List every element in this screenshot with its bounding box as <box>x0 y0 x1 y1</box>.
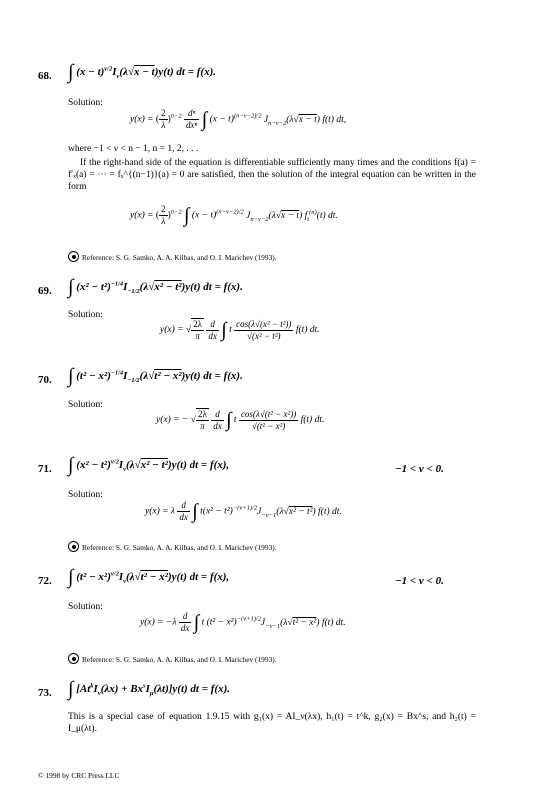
condition-72: −1 < ν < 0. <box>395 575 444 587</box>
entry-number-69: 69. <box>38 285 52 297</box>
entry-number-71: 71. <box>38 463 52 475</box>
solution-label-69: Solution: <box>68 310 103 320</box>
solution-71: y(x) = λ $\frac{d}{dx}$ ∫ $t(x^2 - t^2)^{-(\nu+1)/2}J_{-\nu-1}(\lambda√x^2 - t^2)$ f(t) dt. <box>145 500 342 523</box>
reference-71-text: Reference: S. G. Samko, A. A. Kilbas, and O. I. Marichev (1993). <box>82 543 277 552</box>
solution-label-71: Solution: <box>68 490 103 500</box>
solution-68: y(x) = ( $\frac{2}{\lambda}$ )$^{n-2}$ $\frac{\text{dⁿ}}{\text{dxⁿ}}$ ∫ $(x - t)^{(n-\nu-2)/2}$ $J_{n-\nu-2}(\lambda√x - t)$ f(t) dt, <box>130 108 347 131</box>
reference-bullet-icon <box>68 653 79 664</box>
entry-number-68: 68. <box>38 70 52 82</box>
condition-71: −1 < ν < 0. <box>395 463 444 475</box>
solution-72: y(x) = −λ $\frac{d}{dx}$ ∫ t $(t^2 - x^2)^{-(\nu+1)/2}J_{-\nu-1}(\lambda√t^2 - x^2)$ f(t) dt. <box>140 611 346 634</box>
solution-label-70: Solution: <box>68 400 103 410</box>
reference-68-text: Reference: S. G. Samko, A. A. Kilbas, and O. I. Marichev (1993). <box>82 253 277 262</box>
solution-label-72: Solution: <box>68 602 103 612</box>
solution-69: y(x) = √ $\frac{2\lambda}{\pi}$ $\frac{d}{dx}$ ∫ t $\frac{\text{cos(λ√(x² − t²))}}{\text{√(x² − t²)}}$ f(t) dt. <box>160 318 320 341</box>
integral-sign: ∫ <box>68 61 74 83</box>
solution-label-68: Solution: <box>68 98 103 108</box>
entry-number-70: 70. <box>38 374 52 386</box>
entry-number-72: 72. <box>38 575 52 587</box>
solution2-68: y(x) = ( $\frac{2}{\lambda}$ )$^{n-2}$ ∫ $(x - t)^{(n-\nu-2)/2}$ $J_{n-\nu-2}(\lambda√x - t)$ $f_t^{(n)}(t)$ dt. <box>130 204 338 227</box>
equation-69: ∫ $(x^2 - t^2)^{-1/4}I_{-1/2}(\lambda√x^2 - t^2)y(t)$ dt = f(x). <box>68 276 243 298</box>
reference-68 <box>68 251 277 262</box>
copyright-footer: © 1998 by CRC Press LLC <box>38 771 120 780</box>
reference-72 <box>68 653 277 664</box>
paragraph-73: This is a special case of equation 1.9.15 with g₁(x) = AI_ν(λx), h₁(t) = t^k, g₂(x) = Bx^s, and h₂(t) = I_μ(λt). <box>68 712 476 734</box>
entry-number-73: 73. <box>38 687 52 699</box>
reference-bullet-icon <box>68 251 79 262</box>
reference-bullet-icon <box>68 541 79 552</box>
equation-68: ∫ $(x - t)^{\nu/2}I_\nu(\lambda√x - t)y(t)$ dt = f(x). <box>68 61 216 83</box>
reference-72-text: Reference: S. G. Samko, A. A. Kilbas, and O. I. Marichev (1993). <box>82 655 277 664</box>
where-68: where −1 < ν < n − 1, n = 1, 2, . . . <box>68 144 199 154</box>
reference-71 <box>68 541 277 552</box>
equation-70: ∫ $(t^2 - x^2)^{-1/4}I_{-1/2}(\lambda√t^2 - x^2)y(t)$ dt = f(x). <box>68 365 243 387</box>
solution-70: y(x) = − √ $\frac{2\lambda}{\pi}$ $\frac{d}{dx}$ ∫ t $\frac{\text{cos(λ√(t² − x²))}}{\text{√(t² − x²)}}$ f(t) dt. <box>156 408 325 431</box>
equation-71: ∫ $(x^2 - t^2)^{\nu/2}I_\nu(\lambda√x^2 - t^2)y(t)$ dt = f(x), <box>68 454 230 476</box>
equation-73: ∫ $[At^kI_\nu(\lambda x) + Bx^sI_\mu(\lambda t)]y(t)$ dt = f(x). <box>68 678 230 700</box>
paragraph-68: If the right-hand side of the equation is differentiable sufficiently many times and the conditions f(a) = f′ₓ(a) = ··· = fₓ^{(n−1)}(a) = 0 are satisfied, then the solution of the integral equation can be written in the form <box>68 158 476 192</box>
equation-72: ∫ $(t^2 - x^2)^{\nu/2}I_\nu(\lambda√t^2 - x^2)y(t)$ dt = f(x), <box>68 566 230 588</box>
